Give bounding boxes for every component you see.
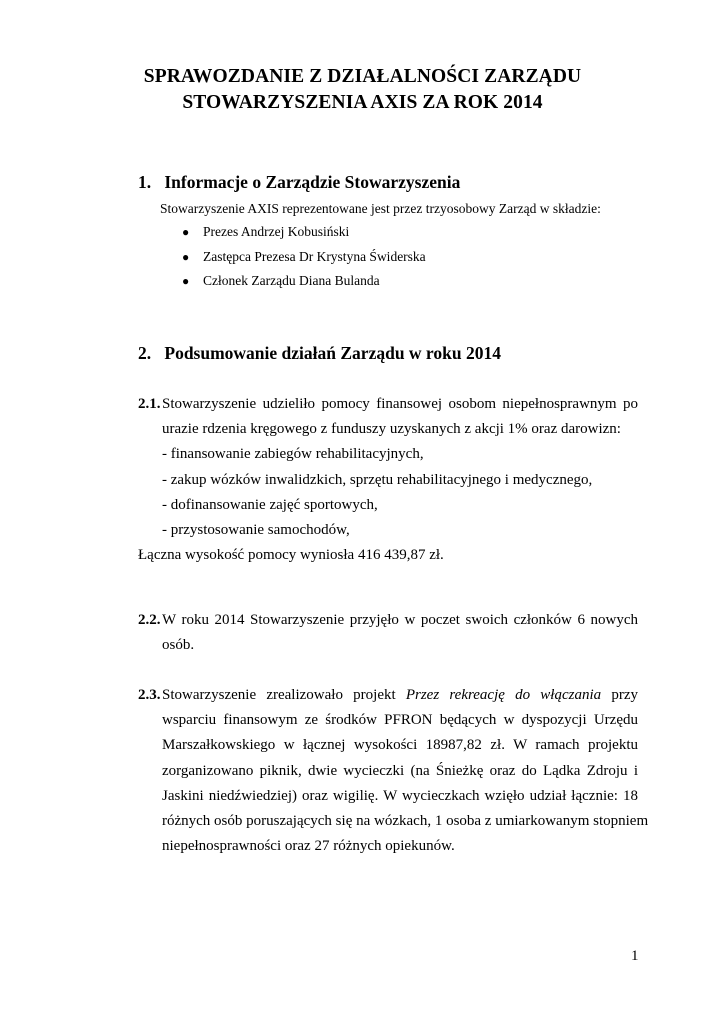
board-intro: Stowarzyszenie AXIS reprezentowane jest przez trzyosobowy Zarząd w składzie:	[160, 201, 601, 216]
title-line-1: SPRAWOZDANIE Z DZIAŁALNOŚCI ZARZĄDU	[143, 66, 582, 87]
list-item: - dofinansowanie zajęć sportowych,	[162, 496, 378, 513]
paragraph-line: urazie rdzenia kręgowego z funduszy uzyskanych z akcji 1% oraz darowizn:	[162, 421, 621, 438]
list-item: - finansowanie zabiegów rehabilitacyjnych,	[162, 446, 424, 463]
list-item: ● Członek Zarządu Diana Bulanda	[182, 273, 380, 288]
paragraph-line: 2.2. W roku 2014 Stowarzyszenie przyjęło w poczet swoich członków 6 nowych	[138, 612, 638, 628]
list-item: - przystosowanie samochodów,	[162, 522, 350, 539]
paragraph-line: niepełnosprawności oraz 27 różnych opiekunów.	[162, 838, 455, 855]
paragraph-line: Jaskini niedźwiedziej) oraz wigilię. W wycieczkach wzięło udział łącznie: 18	[162, 787, 638, 804]
section-1-title: Informacje o Zarządzie Stowarzyszenia	[164, 172, 461, 192]
section-2-title: Podsumowanie działań Zarządu w roku 2014	[164, 343, 501, 363]
list-item: ● Zastępca Prezesa Dr Krystyna Świderska	[182, 248, 426, 264]
section-1-number: 1.	[138, 172, 152, 192]
paragraph-line: 2.1. Stowarzyszenie udzieliło pomocy finansowej osobom niepełnosprawnym po	[138, 396, 638, 412]
bullet-icon: ●	[182, 249, 190, 264]
title-line-2: STOWARZYSZENIA AXIS ZA ROK 2014	[182, 92, 543, 113]
board-members-list	[180, 223, 426, 297]
paragraph-line: różnych osób poruszających się na wózkach, 1 osoba z umiarkowanym stopniem	[162, 813, 649, 830]
paragraph-line: osób.	[162, 637, 195, 654]
total-aid: Łączna wysokość pomocy wyniosła 416 439,87 zł.	[138, 547, 444, 564]
list-item: ● Prezes Andrzej Kobusiński	[182, 224, 350, 239]
section-2-heading	[138, 343, 501, 364]
bullet-icon: ●	[182, 225, 190, 239]
bullet-icon: ●	[182, 274, 190, 288]
list-item: - zakup wózków inwalidzkich, sprzętu rehabilitacyjnego i medycznego,	[162, 471, 593, 488]
page-number: 1	[631, 948, 639, 964]
paragraph-2-1	[138, 392, 638, 568]
project-name: Przez rekreację do włączania	[405, 687, 602, 703]
document-title	[100, 64, 625, 116]
section-2-number: 2.	[138, 343, 152, 363]
paragraph-line: zorganizowano piknik, dwie wycieczki (na Śnieżkę oraz do Lądka Zdroju i	[162, 762, 638, 779]
section-1-heading	[138, 172, 460, 193]
paragraph-line: 2.3. Stowarzyszenie zrealizowało projekt Przez rekreację do włączania przy	[138, 687, 638, 703]
paragraph-line: wsparciu finansowym ze środków PFRON będących w dyspozycji Urzędu	[162, 712, 638, 729]
paragraph-2-2	[138, 608, 638, 658]
paragraph-line: Marszałkowskiego w łącznej wysokości 18987,82 zł. W ramach projektu	[162, 737, 638, 754]
paragraph-2-3	[138, 683, 649, 859]
